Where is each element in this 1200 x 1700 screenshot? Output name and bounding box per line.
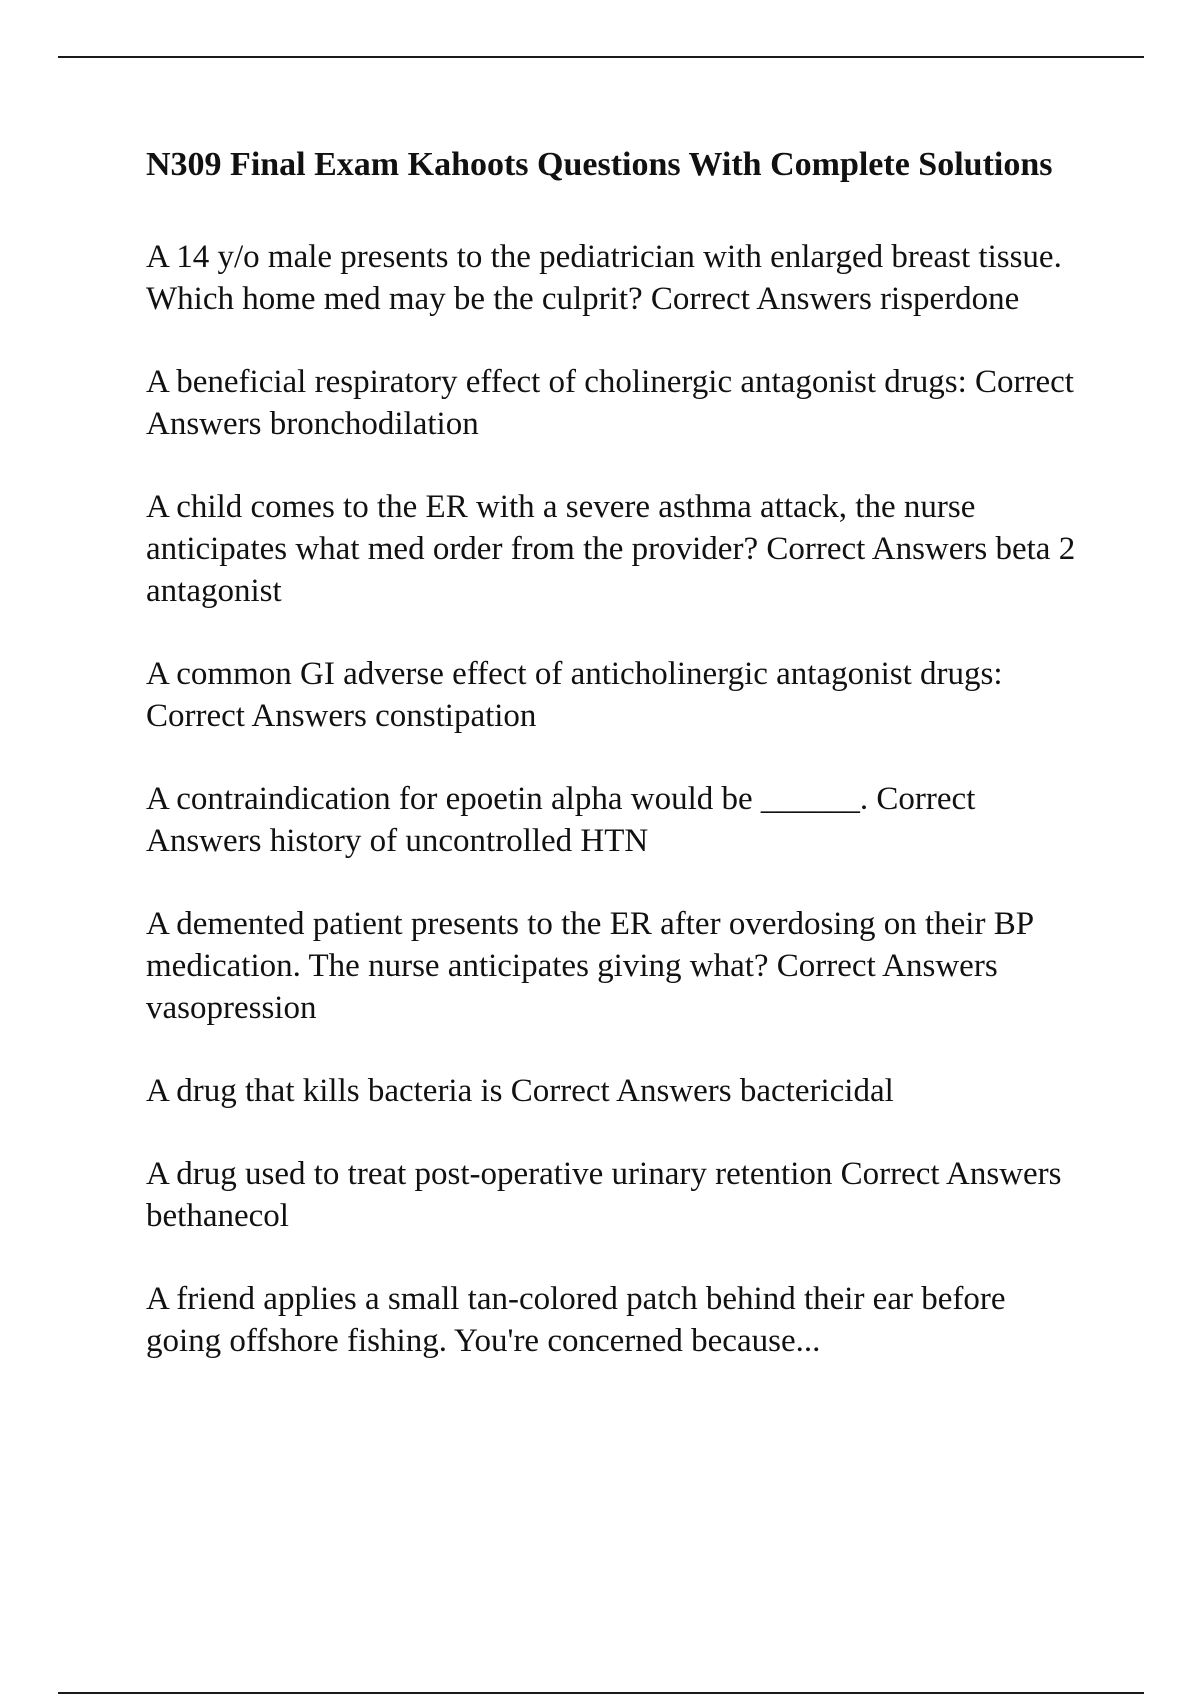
document-title: N309 Final Exam Kahoots Questions With Complete Solutions [146,146,1053,183]
answer-label: Correct Answers [766,531,988,567]
qa-item [146,653,1086,737]
question-text: A demented patient presents to the ER after overdosing on their BP medication. The nurse anticipates giving what? [146,906,1042,984]
qa-item [146,486,1086,612]
answer-text: bethanecol [146,1198,289,1234]
question-text: A 14 y/o male presents to the pediatrician with enlarged breast tissue. Which home med may be the culprit? [146,239,1070,317]
answer-text: bronchodilation [269,406,479,442]
answer-text: history of uncontrolled HTN [269,823,649,859]
answer-label: Correct Answers [146,698,367,734]
qa-item [146,236,1086,320]
question-text: A common GI adverse effect of anticholinergic antagonist drugs: [146,656,1003,692]
trailing-question: A friend applies a small tan-colored patch behind their ear before going offshore fishing. You're concerned because... [146,1281,1006,1359]
top-divider [58,56,1144,58]
question-text: A child comes to the ER with a severe asthma attack, the nurse anticipates what med order from the provider? [146,489,984,567]
qa-item [146,778,1086,862]
qa-item [146,361,1086,445]
answer-text: risperdone [880,281,1020,317]
question-text: A drug used to treat post-operative urinary retention [146,1156,833,1192]
answer-label: Correct Answers [840,1156,1062,1192]
answer-label: Correct Answers [146,364,1081,442]
qa-item [146,1153,1086,1237]
question-text: A contraindication for epoetin alpha would be ______. [146,781,869,817]
question-text: A drug that kills bacteria is [146,1073,503,1109]
answer-label: Correct Answers [146,781,982,859]
question-text: A beneficial respiratory effect of cholinergic antagonist drugs: [146,364,967,400]
answer-text: vasopression [146,990,317,1026]
answer-label: Correct Answers [650,281,872,317]
answer-label: Correct Answers [776,948,998,984]
bottom-divider [58,1692,1144,1694]
answer-text: bactericidal [739,1073,894,1109]
answer-text: beta 2 antagonist [146,531,1084,609]
answer-label: Correct Answers [510,1073,732,1109]
qa-item [146,903,1086,1029]
qa-item [146,1070,1086,1112]
answer-text: constipation [375,698,537,734]
document-body [146,144,1086,1403]
